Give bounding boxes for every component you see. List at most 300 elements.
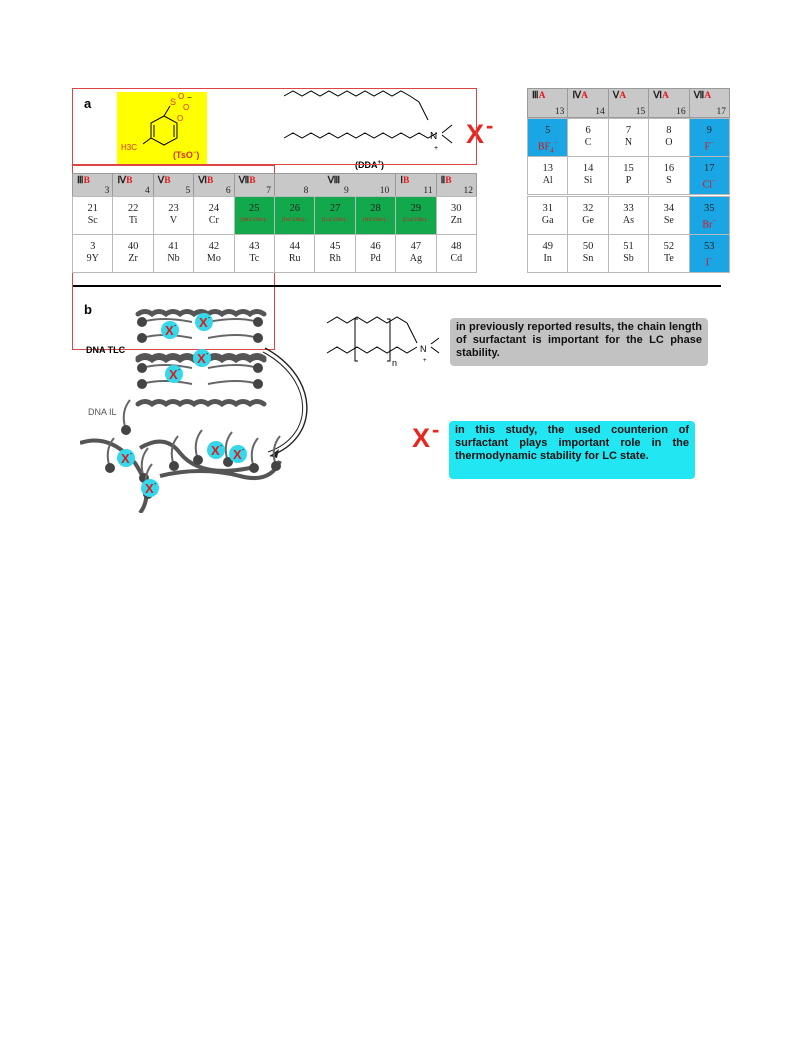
element-symbol — [649, 215, 688, 227]
element-symbol — [568, 253, 607, 265]
group-roman: Ⅴ — [612, 91, 620, 101]
panel-divider — [73, 285, 721, 287]
surfactant-head — [253, 363, 263, 373]
element-number: 31 — [542, 203, 553, 214]
group-letter: B — [83, 176, 90, 186]
group-number: 5 — [185, 186, 191, 196]
element-number: 53 — [704, 241, 715, 252]
element-symbol — [113, 253, 152, 265]
element-cell — [689, 234, 730, 273]
element-symbol-text: N — [624, 137, 633, 148]
element-symbol — [194, 253, 233, 265]
element-number: 22 — [127, 203, 139, 214]
group-header-b — [436, 173, 477, 197]
panel-b-label: b — [84, 302, 92, 317]
element-number: 42 — [208, 241, 220, 252]
element-number: 33 — [623, 203, 634, 214]
element-subscript: 4 — [550, 146, 554, 155]
counterion-x-text: X — [169, 367, 178, 382]
element-cell — [608, 118, 649, 157]
counterion-x-panel-b — [412, 417, 440, 453]
element-symbol-text: Nb — [167, 253, 180, 264]
element-number: 50 — [582, 241, 594, 252]
group-roman: Ⅶ — [238, 176, 250, 186]
element-symbol — [568, 137, 607, 149]
element-symbol — [356, 215, 395, 225]
element-symbol-text: [MnCl3Br]− — [240, 217, 269, 223]
element-symbol — [356, 253, 395, 265]
element-symbol — [396, 215, 435, 225]
counterion-x-text: X — [121, 451, 130, 466]
group-header-a — [608, 88, 649, 118]
surfactant-head — [137, 333, 147, 343]
element-symbol-text: Ti — [128, 215, 138, 226]
element-cell — [234, 196, 275, 235]
element-symbol-text: 9Y — [86, 253, 99, 264]
element-number: 47 — [410, 241, 422, 252]
surfactant-head — [137, 317, 147, 327]
element-symbol — [609, 253, 648, 265]
group-letter: A — [538, 91, 546, 101]
surfactant-head — [193, 455, 203, 465]
group-header-b — [274, 173, 396, 197]
surfactant-head — [121, 425, 131, 435]
group-roman: Ⅵ — [653, 91, 662, 101]
element-symbol — [528, 137, 567, 156]
element-cell — [689, 118, 730, 157]
group-number: 13 — [554, 107, 565, 117]
element-symbol — [568, 175, 607, 187]
group-number: 16 — [676, 107, 686, 117]
element-number: 49 — [542, 241, 553, 252]
element-number: 23 — [168, 203, 179, 214]
element-symbol-text: Si — [583, 175, 593, 186]
element-symbol — [235, 253, 274, 265]
element-symbol — [690, 137, 729, 153]
group-header-roman — [694, 90, 712, 101]
note-previous-results: in previously reported results, the chain length of surfactant is important for the LC phase stability. — [450, 318, 708, 366]
element-number: 14 — [582, 163, 594, 174]
counterion-x-panel-b-letter: X — [412, 423, 431, 453]
periodic-table — [72, 88, 724, 276]
element-symbol-text: Ag — [409, 253, 422, 264]
element-symbol — [315, 215, 354, 225]
group-number: 10 — [379, 186, 390, 196]
group-header-roman — [441, 175, 452, 186]
element-number: 28 — [370, 203, 381, 214]
dna-il-label: DNA IL — [88, 407, 117, 417]
element-number: 35 — [704, 203, 715, 214]
element-symbol — [73, 253, 112, 265]
surfactant-tail — [208, 365, 258, 368]
element-symbol-text: Sn — [582, 253, 594, 264]
element-symbol-text: Ge — [582, 215, 594, 226]
element-cell — [608, 156, 649, 195]
group-letter: A — [619, 91, 627, 101]
element-cell — [193, 196, 234, 235]
element-symbol — [528, 175, 567, 187]
counterion-x-text: X — [197, 351, 206, 366]
counterion-x-charge: - — [178, 367, 181, 374]
element-symbol — [528, 253, 567, 265]
element-symbol — [437, 253, 476, 265]
element-symbol — [194, 215, 233, 227]
surfactant-tail — [208, 335, 258, 338]
element-charge: − — [710, 139, 715, 147]
tosylate-o3: O — [177, 114, 184, 123]
element-number: 17 — [704, 163, 715, 174]
panel-a-label: a — [84, 96, 92, 111]
counterion-x-letter: X — [466, 119, 485, 149]
counterion-x-text: X — [211, 443, 220, 458]
counterion-x-charge: - — [174, 323, 177, 330]
counterion-x-charge: - — [208, 315, 211, 322]
element-cell — [395, 234, 436, 273]
element-cell — [395, 196, 436, 235]
element-symbol-text: C — [584, 137, 592, 148]
element-symbol — [275, 253, 314, 265]
group-header-b — [153, 173, 194, 197]
group-number: 9 — [344, 186, 349, 196]
group-roman: Ⅴ — [157, 176, 165, 186]
counterion-x-charge: - — [206, 351, 209, 358]
group-header-a — [689, 88, 730, 118]
group-header-roman — [117, 175, 132, 186]
group-number: 14 — [595, 107, 605, 117]
tosylate-label-close: ) — [196, 150, 200, 160]
surfactant-head — [249, 463, 259, 473]
element-symbol — [113, 215, 152, 227]
dna-tlc-label: DNA TLC — [86, 345, 126, 355]
group-header-roman — [613, 90, 626, 101]
element-number: 25 — [249, 203, 260, 214]
element-symbol — [690, 253, 729, 269]
element-number: 43 — [249, 241, 260, 252]
dda-label: (DDA — [355, 160, 378, 170]
element-number: 45 — [329, 241, 341, 252]
element-cell — [112, 196, 153, 235]
element-symbol-text: V — [169, 215, 178, 226]
element-symbol-text: Sc — [87, 215, 98, 226]
element-symbol — [690, 175, 729, 191]
element-cell — [567, 156, 608, 195]
group-header-roman — [77, 175, 90, 186]
element-charge: − — [712, 177, 716, 185]
element-symbol-text: Cl — [702, 179, 713, 191]
element-number: 51 — [623, 241, 634, 252]
element-symbol-text: [FeCl3Br]− — [281, 217, 308, 223]
element-cell — [72, 196, 113, 235]
element-symbol — [396, 253, 435, 265]
surfactant-head — [253, 317, 263, 327]
group-number: 6 — [225, 186, 231, 196]
element-symbol-text: Se — [663, 215, 674, 226]
element-cell — [274, 196, 315, 235]
element-number: 27 — [329, 203, 341, 214]
element-cell — [689, 156, 730, 195]
group-header-roman — [572, 90, 588, 101]
group-roman: Ⅶ — [693, 91, 705, 101]
group-roman: Ⅳ — [117, 176, 127, 186]
element-number: 29 — [410, 203, 422, 214]
surfactant-head — [253, 379, 263, 389]
element-cell — [689, 196, 730, 235]
surfactant-tail — [208, 381, 258, 384]
group-roman: Ⅵ — [198, 176, 207, 186]
dda-label-sup: + — [377, 160, 382, 166]
group-header-roman — [653, 90, 669, 101]
surfactant-head — [105, 463, 115, 473]
group-header-a — [648, 88, 689, 118]
element-number: 9 — [706, 125, 712, 136]
element-cell — [234, 234, 275, 273]
element-number: 16 — [663, 163, 675, 174]
element-cell — [193, 234, 234, 273]
group-number: 12 — [463, 186, 473, 196]
dda-label-close: ) — [381, 160, 385, 170]
group-letter: B — [445, 176, 452, 186]
element-cell — [314, 196, 355, 235]
element-charge: − — [553, 139, 558, 147]
group-roman: Ⅳ — [572, 91, 582, 101]
counterion-x-text: X — [199, 315, 208, 330]
element-symbol — [609, 215, 648, 227]
counterion-x-charge: - — [242, 447, 245, 454]
tosylate-s: S — [170, 97, 177, 107]
group-roman: Ⅷ — [327, 176, 341, 186]
element-symbol-text: [NiCl3Br]− — [362, 217, 389, 223]
group-header-b — [395, 173, 436, 197]
element-symbol — [649, 175, 688, 187]
element-symbol-text: I — [705, 257, 709, 269]
element-cell — [648, 156, 689, 195]
element-number: 24 — [208, 203, 220, 214]
element-number: 48 — [451, 241, 462, 252]
group-letter: B — [206, 176, 214, 186]
element-number: 30 — [451, 203, 462, 214]
element-cell — [153, 234, 194, 273]
element-cell — [567, 118, 608, 157]
group-header-roman — [198, 175, 213, 186]
element-cell — [567, 196, 608, 235]
element-symbol-text: [CoCl3Br]− — [321, 217, 349, 223]
element-symbol — [609, 137, 648, 149]
element-symbol-text: Cr — [208, 215, 219, 226]
element-cell — [112, 234, 153, 273]
element-symbol-text: Tc — [249, 253, 260, 264]
counterion-x-charge: - — [130, 451, 133, 458]
group-letter: A — [581, 91, 589, 101]
element-cell — [436, 234, 477, 273]
element-number: 8 — [666, 125, 672, 136]
group-roman: Ⅲ — [77, 176, 84, 186]
group-header-roman — [158, 175, 171, 186]
counterion-x-charge: - — [220, 443, 223, 450]
element-symbol — [154, 215, 193, 227]
element-cell — [527, 234, 568, 273]
group-header-a — [567, 88, 608, 118]
element-cell — [436, 196, 477, 235]
element-number: 44 — [289, 241, 300, 252]
element-symbol — [275, 215, 314, 225]
element-number: 40 — [127, 241, 139, 252]
element-charge: − — [708, 255, 713, 263]
element-cell — [355, 234, 396, 273]
group-header-b — [193, 173, 234, 197]
element-charge: − — [712, 217, 717, 225]
group-number: 8 — [303, 186, 309, 196]
surfactant-structure — [325, 313, 455, 373]
group-header-b — [72, 173, 113, 197]
element-symbol-text: In — [543, 253, 552, 264]
dna-layer — [138, 402, 264, 405]
element-symbol — [609, 175, 648, 187]
element-number: 52 — [663, 241, 675, 252]
group-number: 17 — [716, 107, 726, 117]
element-symbol-text: O — [665, 137, 673, 148]
element-symbol-text: Cd — [450, 253, 463, 264]
group-letter: B — [126, 176, 133, 186]
element-cell — [527, 156, 568, 195]
element-symbol — [235, 215, 274, 225]
element-symbol-text: Te — [663, 253, 674, 264]
group-header-a — [527, 88, 568, 118]
element-symbol-text: Zn — [450, 215, 462, 226]
element-symbol-text: Zr — [128, 253, 138, 264]
tosylate-o1: O — [178, 92, 185, 101]
element-number: 15 — [623, 163, 634, 174]
element-symbol-text: Ru — [288, 253, 301, 264]
element-symbol — [568, 215, 607, 227]
surfactant-head — [137, 379, 147, 389]
group-letter: B — [403, 176, 410, 186]
element-symbol-text: As — [622, 215, 635, 226]
surfactant-head — [169, 461, 179, 471]
tosylate-label-sup: − — [192, 150, 197, 156]
group-number: 4 — [145, 186, 150, 196]
element-number: 41 — [168, 241, 179, 252]
surfactant-n-atom: N — [420, 344, 427, 354]
surfactant-tail — [142, 381, 192, 384]
element-cell — [274, 234, 315, 273]
group-header-roman — [532, 90, 545, 101]
element-symbol-text: Pd — [370, 253, 381, 264]
element-cell — [648, 196, 689, 235]
element-symbol — [649, 137, 688, 149]
element-symbol — [73, 215, 112, 227]
element-number: 26 — [289, 203, 300, 214]
element-number: 46 — [370, 241, 381, 252]
element-symbol — [315, 253, 354, 265]
surfactant-head — [137, 363, 147, 373]
element-symbol-text: [CuCl3Br]− — [402, 217, 430, 223]
group-number: 7 — [266, 186, 271, 196]
surfactant-n-repeat: n — [392, 358, 398, 368]
group-number: 15 — [635, 107, 646, 117]
element-number: 7 — [625, 125, 632, 136]
group-number: 11 — [423, 186, 433, 196]
element-number: 3 — [90, 241, 96, 252]
element-number: 34 — [663, 203, 675, 214]
element-symbol-text: F — [704, 141, 711, 153]
element-symbol — [649, 253, 688, 265]
element-symbol — [154, 253, 193, 265]
element-symbol-text: Mo — [206, 253, 221, 264]
element-cell — [567, 234, 608, 273]
group-letter: A — [661, 91, 669, 101]
element-cell — [648, 118, 689, 157]
element-symbol-text: Sb — [623, 253, 634, 264]
element-cell — [314, 234, 355, 273]
group-roman: Ⅱ — [440, 176, 446, 186]
surfactant-n-charge: + — [423, 358, 427, 364]
element-cell — [648, 234, 689, 273]
element-cell — [527, 118, 568, 157]
element-cell — [72, 234, 113, 273]
group-header-roman — [328, 175, 341, 186]
group-letter: B — [249, 176, 256, 186]
element-number: 5 — [545, 125, 551, 136]
counterion-x-charge: - — [154, 481, 157, 488]
transition-arrow — [265, 348, 307, 456]
group-number: 3 — [104, 186, 110, 196]
element-symbol-text: P — [625, 175, 632, 186]
element-symbol-text: BF — [537, 141, 551, 153]
tosylate-charge: − — [187, 93, 192, 102]
group-roman: Ⅰ — [400, 176, 403, 186]
group-letter: B — [164, 176, 171, 186]
counterion-x-text: X — [145, 481, 154, 496]
transition-block-outline — [72, 88, 477, 165]
element-number: 6 — [585, 125, 591, 136]
group-header-roman — [400, 175, 409, 186]
element-cell — [153, 196, 194, 235]
element-cell — [608, 196, 649, 235]
element-number: 13 — [542, 163, 553, 174]
dda-n-charge: + — [434, 145, 439, 152]
element-cell — [608, 234, 649, 273]
group-header-b — [234, 173, 275, 197]
surfactant-head — [253, 333, 263, 343]
element-cell — [527, 196, 568, 235]
group-letter: A — [704, 91, 712, 101]
element-cell — [355, 196, 396, 235]
element-symbol — [437, 215, 476, 227]
group-roman: Ⅲ — [532, 91, 539, 101]
counterion-x-charge: - — [486, 113, 494, 138]
element-symbol-text: S — [666, 175, 672, 186]
surfactant-tail — [208, 319, 258, 322]
note-this-study: in this study, the used counterion of surfactant plays important role in the thermodynamic stability for LC state. — [449, 421, 695, 479]
counterion-x-panel-b-charge: - — [432, 417, 440, 442]
element-symbol-text: Br — [702, 219, 713, 231]
element-symbol-text: Ga — [541, 215, 554, 226]
group-header-b — [112, 173, 153, 197]
surfactant-tail — [142, 365, 192, 368]
element-symbol-text: Al — [542, 175, 553, 186]
dda-n-atom: N — [430, 131, 438, 142]
element-number: 21 — [87, 203, 98, 214]
group-header-roman — [239, 175, 256, 186]
counterion-x-text: X — [165, 323, 174, 338]
tosylate-o2: O — [183, 103, 190, 112]
element-number: 32 — [582, 203, 594, 214]
tosylate-label: (TsO — [173, 150, 193, 160]
counterion-x-text: X — [233, 447, 242, 462]
dna-il-strand — [80, 441, 146, 514]
surfactant-head — [271, 461, 281, 471]
element-symbol — [528, 215, 567, 227]
